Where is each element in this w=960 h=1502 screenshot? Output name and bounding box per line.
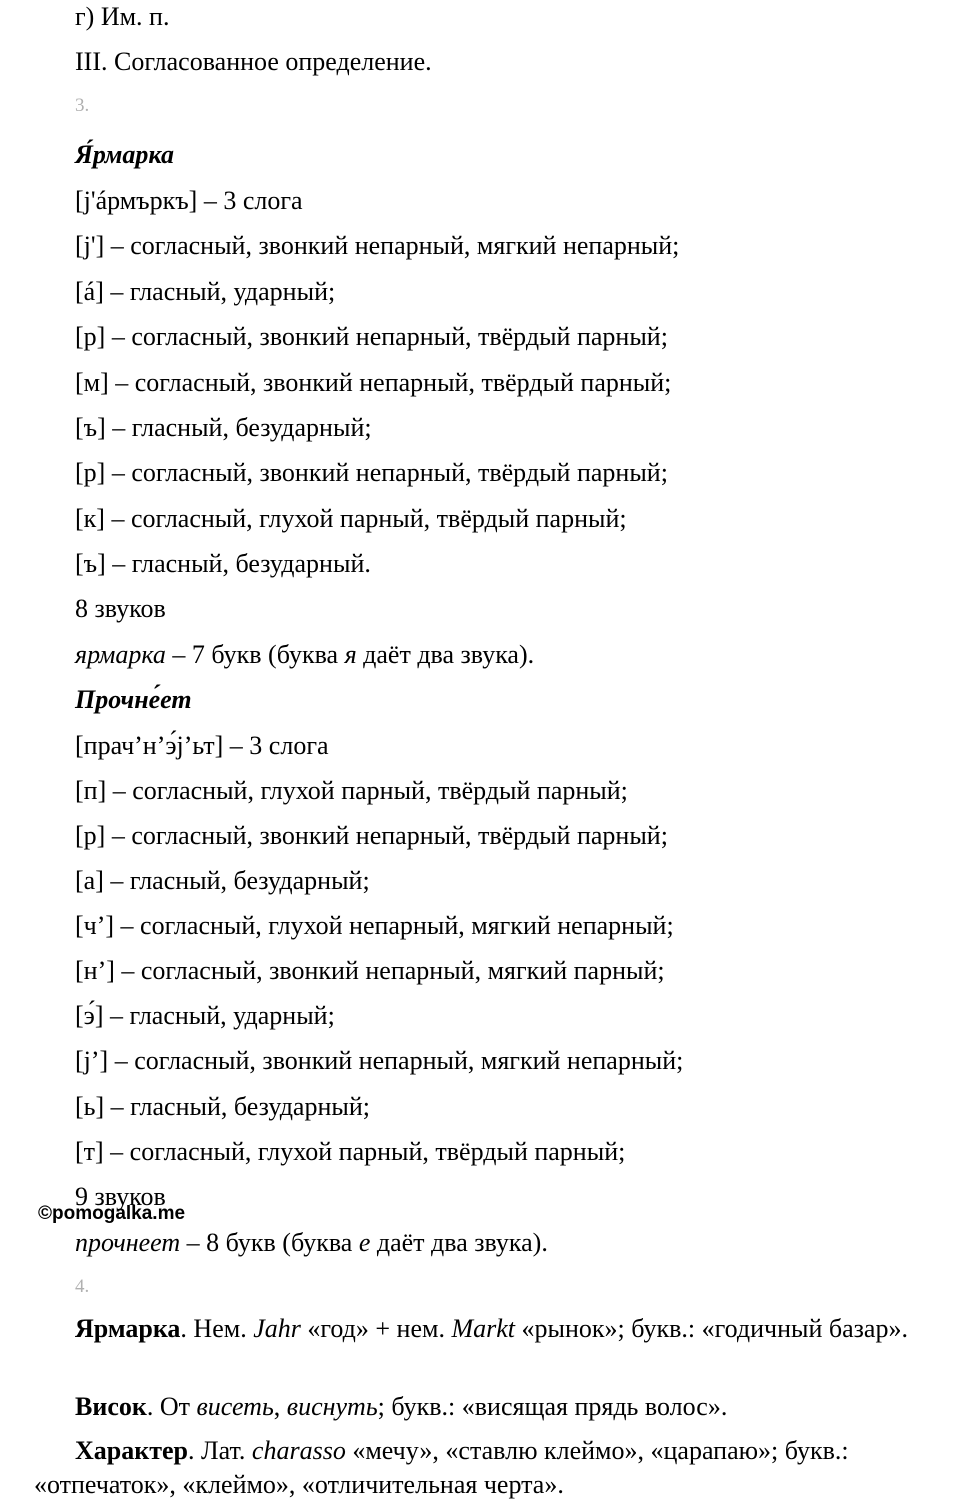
text: , [273,1392,287,1421]
word-title-yarmarka: Я́рмарка [75,140,174,169]
source-word: висеть [196,1392,274,1421]
sound-line: [к] – согласный, глухой парный, твёрдый парный; [75,504,627,533]
watermark: ©pomogalka.me [38,1203,186,1224]
sound-line: [á] – гласный, ударный; [75,277,336,306]
sound-line: [р] – согласный, звонкий непарный, твёрдый парный; [75,322,668,351]
letter-count-yarmarka [75,640,534,670]
letter-count-text: – 8 букв (буква [180,1228,359,1257]
term: Висок [75,1392,147,1421]
section-number-4: 4. [75,1276,90,1297]
text: . От [146,1392,197,1421]
sound-line: [н’] – согласный, звонкий непарный, мягкий парный; [75,956,665,985]
letter-italic: я [344,640,357,669]
transcription-prochneet: [прач’н’э́j’ьт] – 3 слога [75,731,329,760]
word-italic: ярмарка [75,640,166,669]
sound-line: [j'] – согласный, звонкий непарный, мягкий непарный; [75,231,680,260]
word-title-prochneet: Прочне́ет [75,685,192,714]
text: . Лат. [188,1436,252,1465]
sound-line: [т] – согласный, глухой парный, твёрдый парный; [75,1137,626,1166]
sound-line: [ч’] – согласный, глухой непарный, мягкий непарный; [75,911,674,940]
line-agreed-definition: III. Согласованное определение. [75,47,432,76]
etymology-yarmarka [34,1312,914,1346]
term: Характер [75,1436,188,1465]
source-word: виснуть [286,1392,378,1421]
sound-line: [п] – согласный, глухой парный, твёрдый парный; [75,776,628,805]
sound-line: [j’] – согласный, звонкий непарный, мягкий непарный; [75,1046,684,1075]
sound-line: [м] – согласный, звонкий непарный, твёрдый парный; [75,368,672,397]
sound-line: [ъ] – гласный, безударный; [75,413,372,442]
term: Ярмарка [75,1314,181,1343]
letter-count-prochneet [75,1228,548,1258]
transcription-yarmarka: [j'áрмъркъ] – 3 слога [75,186,303,215]
word-italic: прочнеет [75,1228,181,1257]
etymology-kharakter [34,1434,914,1502]
text: «мечу», «ставлю клеймо», «царапаю»; букв.: «отпечаток», «клеймо», «отличительная черта». [34,1436,849,1499]
sound-count-yarmarka: 8 звуков [75,594,166,623]
text: «год» + нем. [300,1314,452,1343]
foreign-word: Jahr [253,1314,301,1343]
sound-line: [э́] – гласный, ударный; [75,1001,335,1030]
etymology-visok [34,1390,914,1424]
sound-line: [а] – гласный, безударный; [75,866,370,895]
letter-italic: е [358,1228,371,1257]
text: . Нем. [180,1314,254,1343]
sound-count-prochneet: 9 звуков [75,1182,166,1211]
letter-count-tail: даёт два звука). [370,1228,548,1257]
line-case: г) Им. п. [75,2,170,31]
text: ; букв.: «висящая прядь волос». [377,1392,728,1421]
sound-line: [р] – согласный, звонкий непарный, твёрдый парный; [75,458,668,487]
letter-count-text: – 7 букв (буква [165,640,345,669]
text: «рынок»; букв.: «годичный базар». [515,1314,908,1343]
section-number-3: 3. [75,95,90,116]
foreign-word: Markt [451,1314,515,1343]
sound-line: [ъ] – гласный, безударный. [75,549,371,578]
sound-line: [р] – согласный, звонкий непарный, твёрдый парный; [75,821,668,850]
foreign-word: charasso [251,1436,346,1465]
sound-line: [ь] – гласный, безударный; [75,1092,370,1121]
letter-count-tail: даёт два звука). [356,640,535,669]
